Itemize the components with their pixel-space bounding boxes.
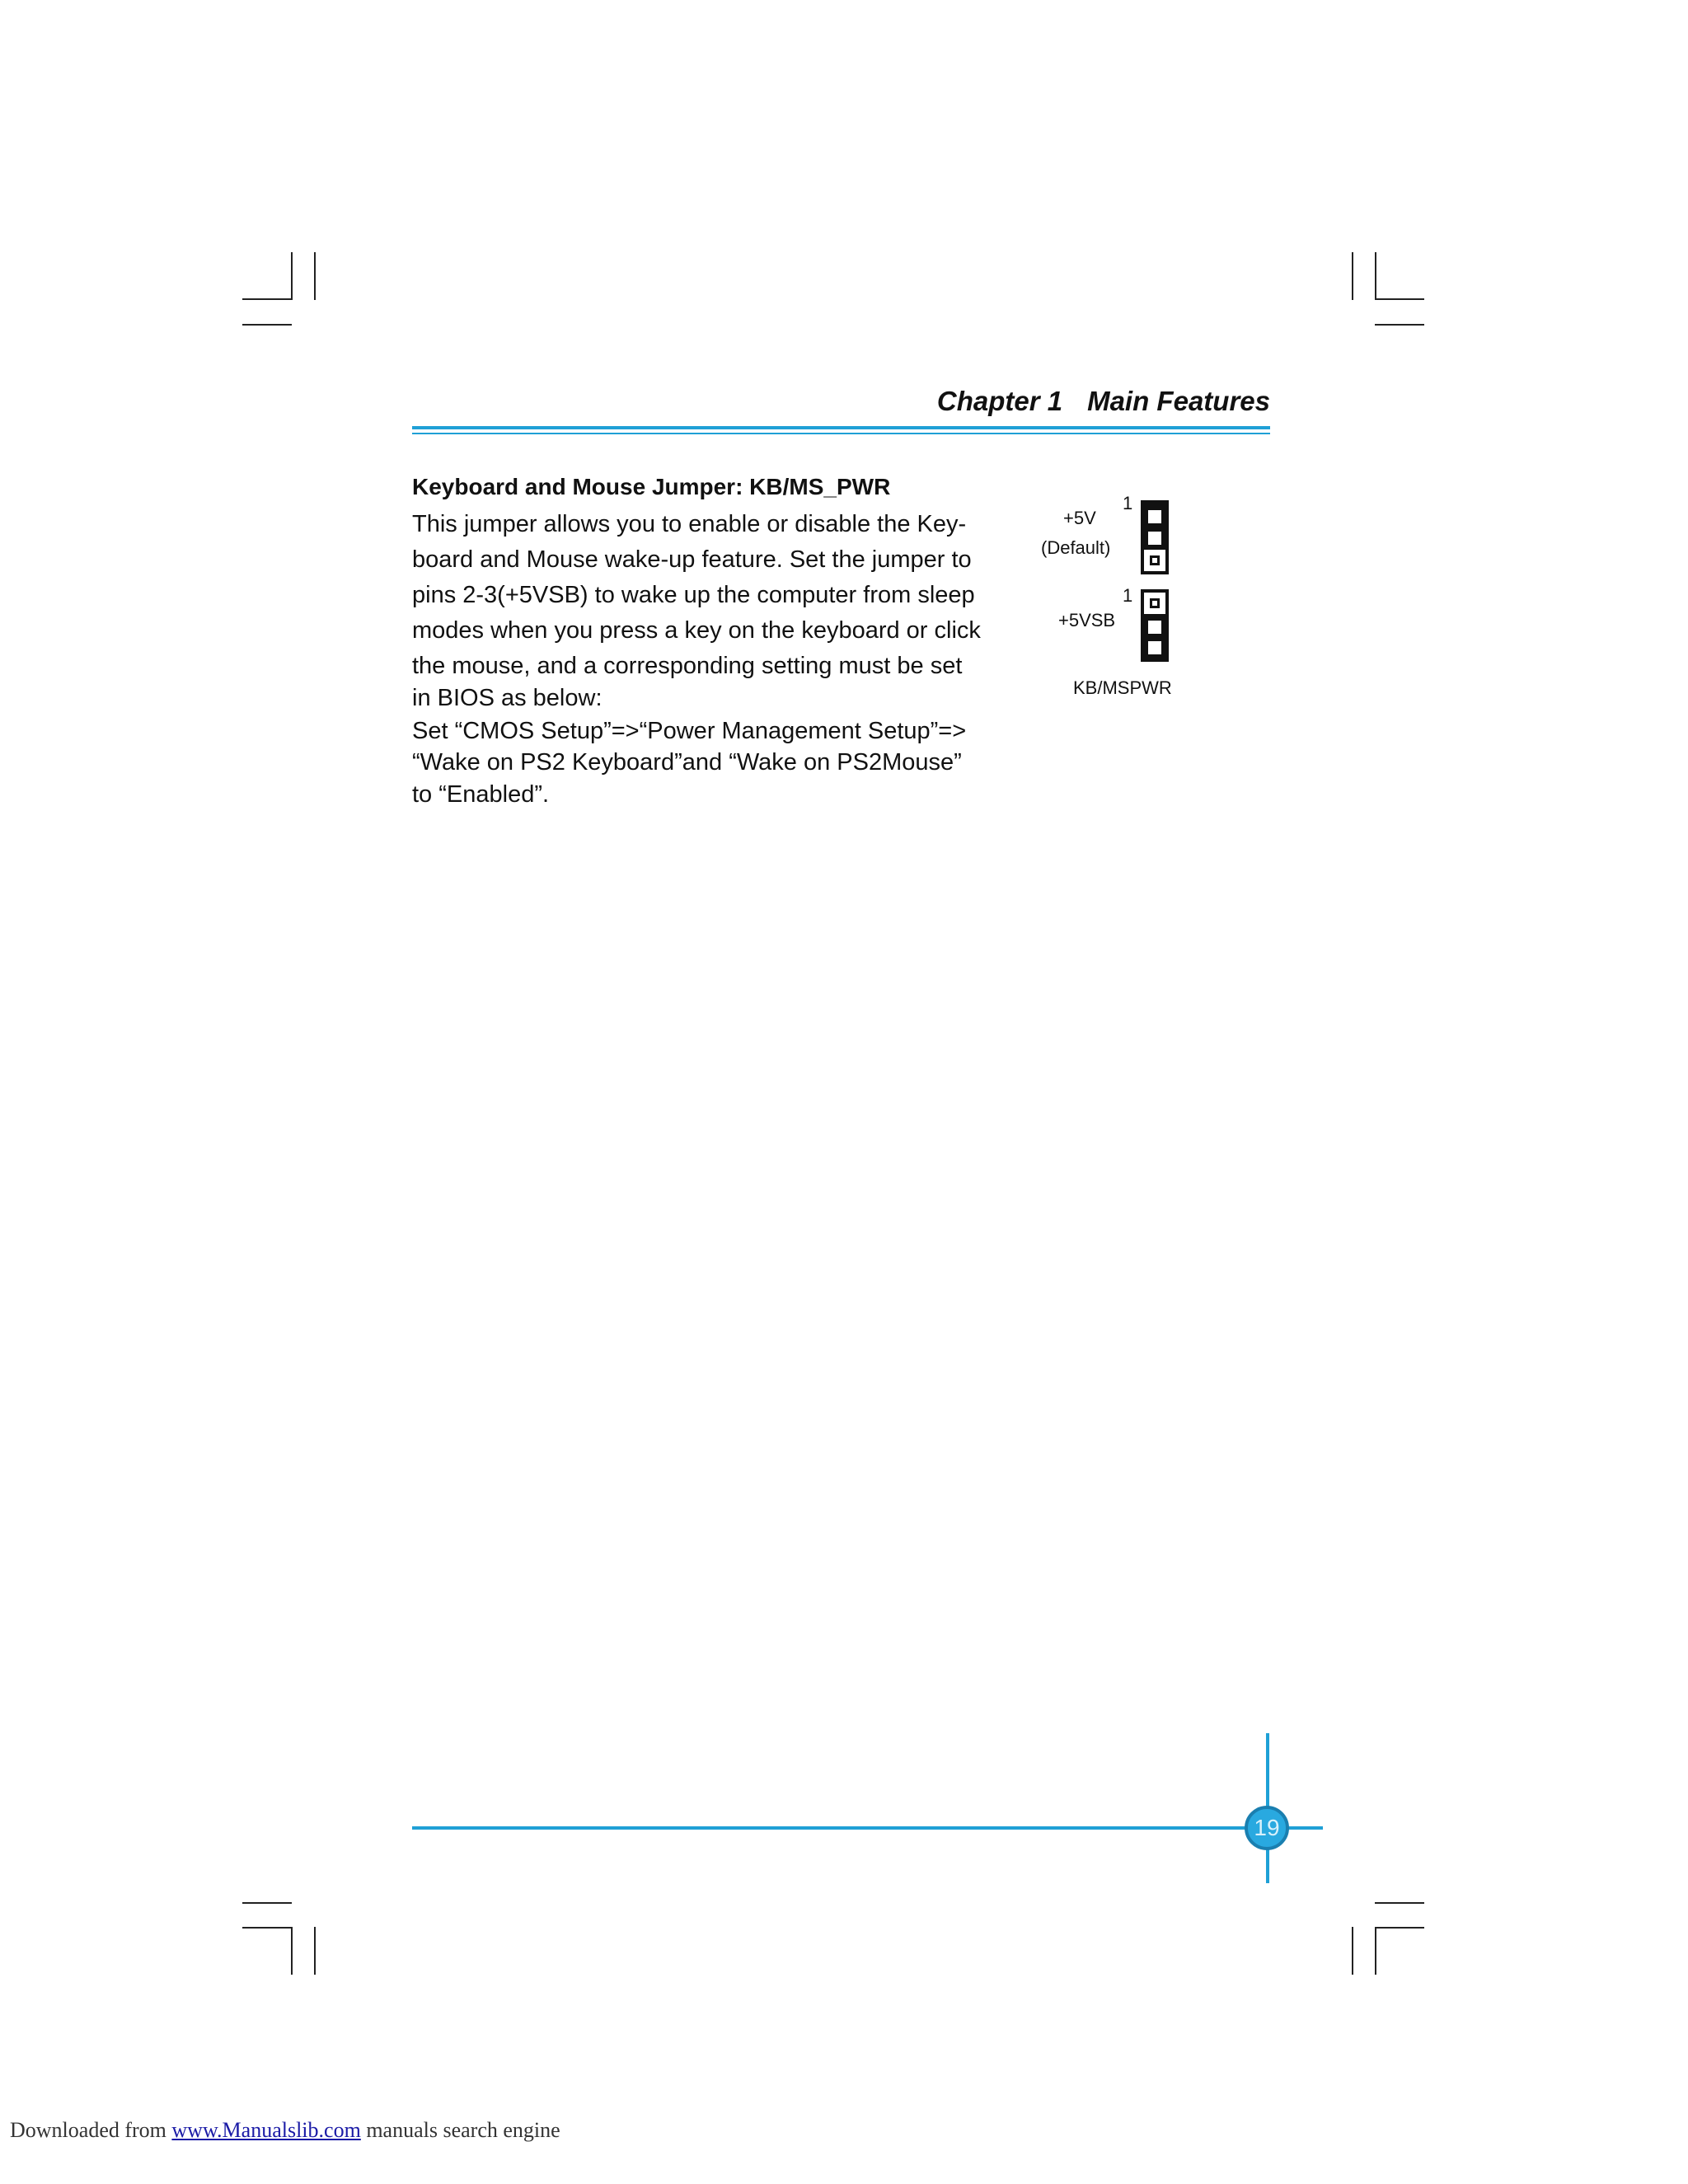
crop-mark: [242, 324, 292, 326]
download-footer: [10, 2118, 560, 2143]
open-pin: [1141, 589, 1169, 617]
pin: [1148, 621, 1161, 634]
jumper-cap-1-2: [1141, 500, 1169, 553]
footer-rule: [412, 1826, 1323, 1830]
crop-mark: [242, 1927, 292, 1929]
header-rule: [412, 426, 1270, 429]
crop-mark: [1375, 324, 1424, 326]
crop-mark: [1375, 252, 1376, 300]
crop-mark: [291, 252, 293, 300]
paragraph-line: in BIOS as below:: [412, 685, 603, 711]
paragraph-line: board and Mouse wake-up feature. Set the jumper to: [412, 546, 972, 573]
crop-mark: [314, 1927, 316, 1975]
pin1-label-top: 1: [1123, 493, 1133, 513]
paragraph-line: Set “CMOS Setup”=>“Power Management Setup”=>: [412, 718, 967, 744]
chapter-number: Chapter 1: [936, 386, 1063, 416]
pin: [1148, 641, 1161, 654]
chapter-title: Main Features: [1087, 386, 1270, 416]
crop-mark: [242, 298, 292, 300]
crop-mark: [291, 1927, 293, 1975]
download-prefix: Downloaded from: [10, 2118, 166, 2142]
label-default: (Default): [1041, 537, 1111, 558]
paragraph-line: the mouse, and a corresponding setting must be set: [412, 653, 963, 679]
paragraph-line: “Wake on PS2 Keyboard”and “Wake on PS2Mouse”: [412, 749, 962, 776]
crop-mark: [314, 252, 316, 300]
page-number: 19: [1245, 1806, 1289, 1850]
download-suffix: manuals search engine: [366, 2118, 560, 2142]
manualslib-link[interactable]: www.Manualslib.com: [171, 2118, 361, 2142]
crop-mark: [1375, 1927, 1376, 1975]
pin: [1148, 510, 1161, 523]
pin1-label-bottom: 1: [1123, 585, 1133, 606]
crop-mark: [1352, 252, 1353, 300]
pin: [1148, 532, 1161, 545]
open-pin: [1141, 546, 1169, 574]
crop-mark: [1375, 1902, 1424, 1904]
paragraph-line: modes when you press a key on the keyboard or click: [412, 617, 981, 644]
header-rule-thin: [412, 433, 1270, 434]
paragraph-line: This jumper allows you to enable or disable the Key-: [412, 511, 967, 537]
crop-mark: [1375, 298, 1424, 300]
jumper-cap-2-3: [1141, 614, 1169, 662]
label-5v: +5V: [1063, 508, 1096, 528]
crop-mark: [1352, 1927, 1353, 1975]
figure-caption: KB/MSPWR: [1073, 677, 1172, 698]
paragraph-line: to “Enabled”.: [412, 781, 550, 808]
section-title: Keyboard and Mouse Jumper: KB/MS_PWR: [412, 474, 891, 499]
paragraph-line: pins 2-3(+5VSB) to wake up the computer from sleep: [412, 582, 975, 608]
chapter-header: [937, 386, 1270, 417]
crop-mark: [1375, 1927, 1424, 1929]
crop-mark: [242, 1902, 292, 1904]
label-5vsb: +5VSB: [1058, 610, 1116, 630]
